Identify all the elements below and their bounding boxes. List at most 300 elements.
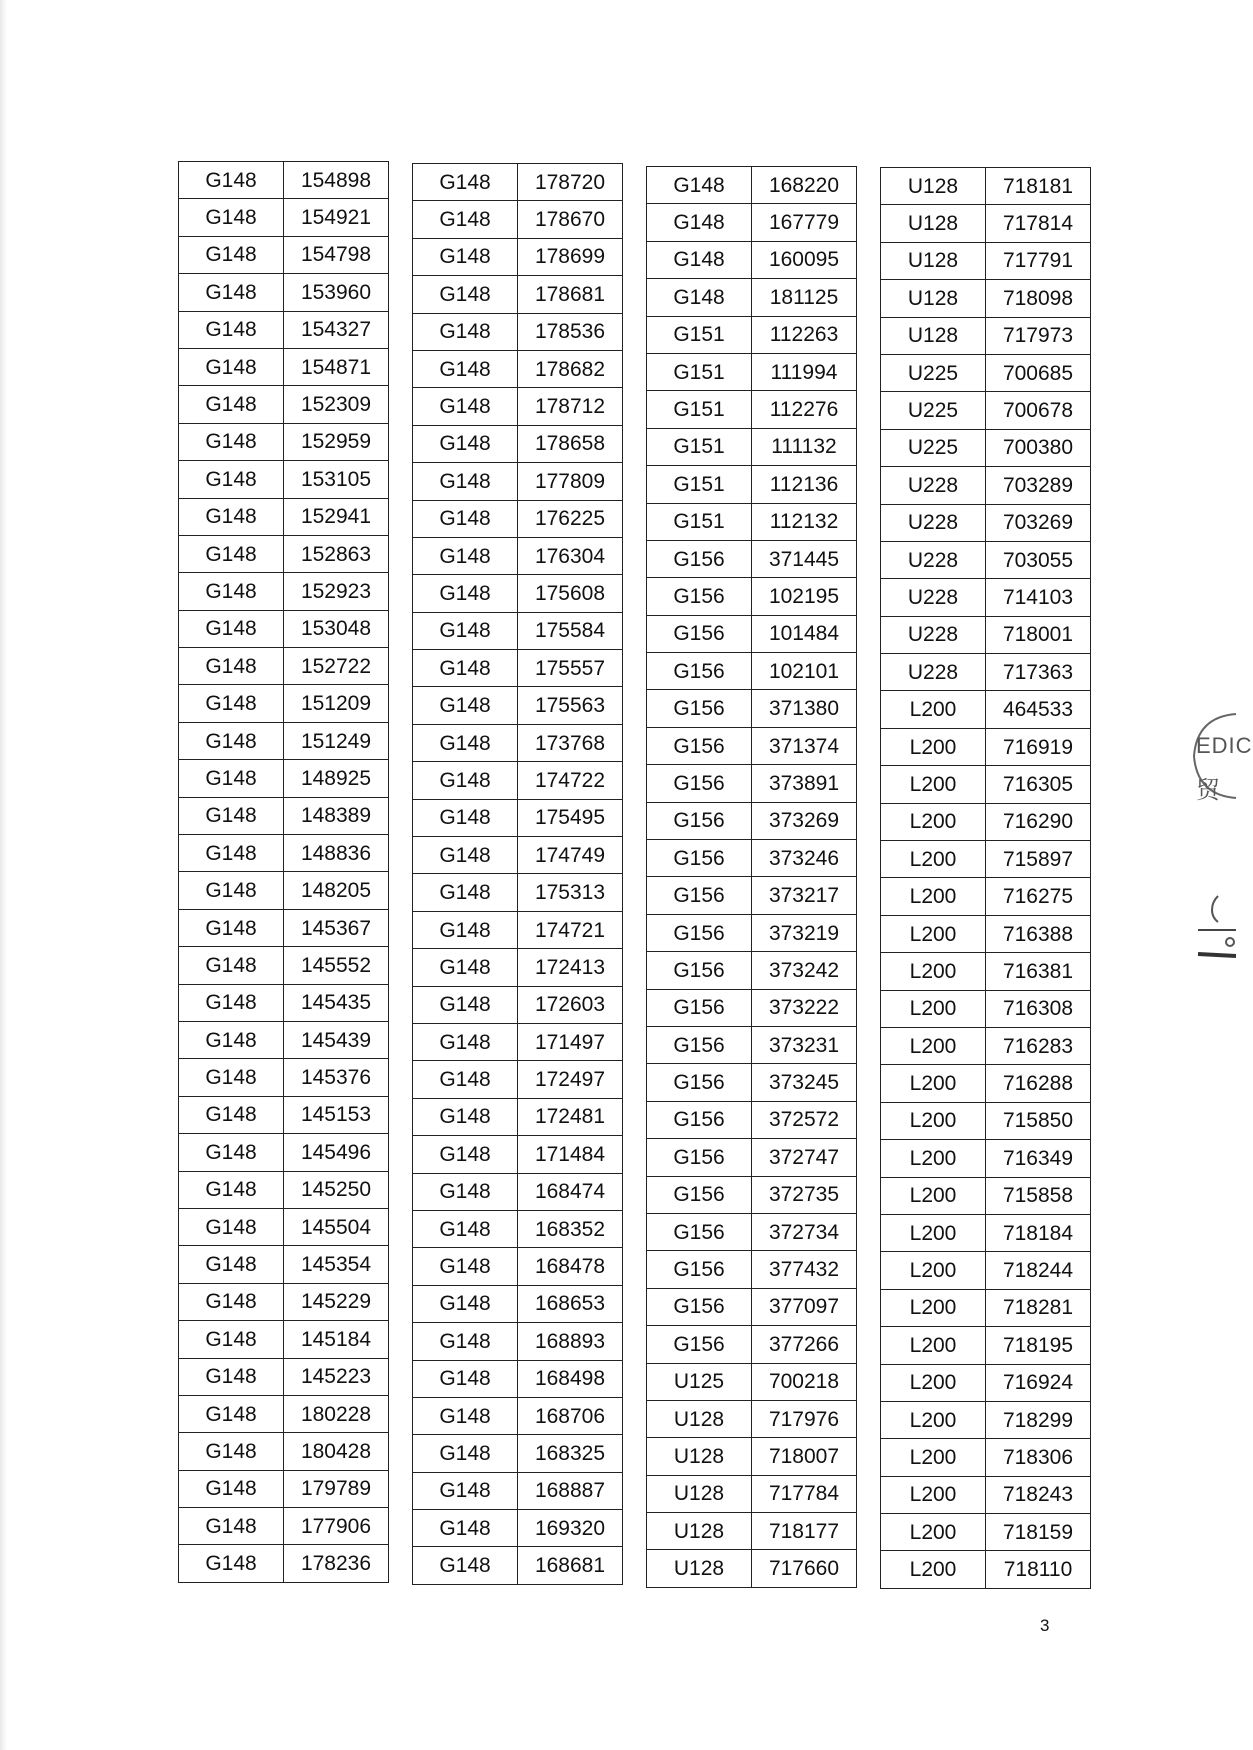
table-row	[179, 1358, 389, 1395]
table-row	[413, 911, 623, 948]
model-code-cell: G148	[413, 1061, 518, 1098]
model-code-cell: G156	[647, 1064, 752, 1101]
serial-number-cell: 168653	[518, 1285, 623, 1322]
model-code-cell: G156	[647, 1326, 752, 1363]
model-code-cell: U228	[881, 467, 986, 504]
serial-number-cell: 153960	[284, 274, 389, 311]
serial-number-cell: 373245	[752, 1064, 857, 1101]
table-row	[413, 1472, 623, 1509]
table-row	[881, 579, 1091, 616]
model-code-cell: G156	[647, 840, 752, 877]
serial-number-cell: 178681	[518, 276, 623, 313]
model-code-cell: G148	[647, 167, 752, 204]
model-code-cell: U228	[881, 579, 986, 616]
serial-number-cell: 716308	[986, 990, 1091, 1027]
serial-table	[178, 161, 389, 1583]
model-code-cell: G148	[413, 837, 518, 874]
serial-number-cell: 111132	[752, 428, 857, 465]
table-row	[179, 760, 389, 797]
table-row	[179, 236, 389, 273]
table-row	[413, 425, 623, 462]
table-row	[881, 354, 1091, 391]
serial-number-cell: 373219	[752, 914, 857, 951]
model-code-cell: G148	[179, 199, 284, 236]
serial-number-cell: 700218	[752, 1363, 857, 1400]
serial-number-cell: 178720	[518, 164, 623, 201]
model-code-cell: G148	[413, 1210, 518, 1247]
model-code-cell: L200	[881, 1401, 986, 1438]
table-row	[881, 1327, 1091, 1364]
serial-number-cell: 718195	[986, 1327, 1091, 1364]
model-code-cell: G148	[413, 724, 518, 761]
serial-number-cell: 168887	[518, 1472, 623, 1509]
table-row	[179, 1508, 389, 1545]
serial-number-cell: 718007	[752, 1438, 857, 1475]
model-code-cell: G148	[179, 1208, 284, 1245]
table-row	[413, 724, 623, 761]
model-code-cell: G148	[413, 1547, 518, 1584]
model-code-cell: G148	[179, 1171, 284, 1208]
model-code-cell: G148	[179, 685, 284, 722]
model-code-cell: G156	[647, 727, 752, 764]
serial-number-cell: 716919	[986, 728, 1091, 765]
model-code-cell: U128	[881, 317, 986, 354]
serial-number-cell: 177809	[518, 463, 623, 500]
page-edge-shadow	[0, 0, 7, 1750]
serial-number-cell: 178712	[518, 388, 623, 425]
model-code-cell: G148	[413, 238, 518, 275]
model-code-cell: G156	[647, 802, 752, 839]
model-code-cell: U125	[647, 1363, 752, 1400]
serial-number-cell: 371374	[752, 727, 857, 764]
model-code-cell: G148	[413, 388, 518, 425]
table-row	[881, 1027, 1091, 1064]
table-row	[647, 1438, 857, 1475]
table-row	[413, 1173, 623, 1210]
table-row	[647, 391, 857, 428]
model-code-cell: G151	[647, 503, 752, 540]
serial-table-column-2	[412, 163, 622, 1585]
table-row	[179, 797, 389, 834]
model-code-cell: G148	[413, 1472, 518, 1509]
serial-number-cell: 160095	[752, 241, 857, 278]
model-code-cell: G148	[413, 1323, 518, 1360]
serial-table	[880, 167, 1091, 1589]
model-code-cell: G151	[647, 353, 752, 390]
table-row	[413, 1023, 623, 1060]
model-code-cell: G148	[179, 722, 284, 759]
table-row	[881, 1252, 1091, 1289]
serial-number-cell: 102195	[752, 578, 857, 615]
table-row	[413, 463, 623, 500]
serial-number-cell: 372572	[752, 1101, 857, 1138]
model-code-cell: L200	[881, 1476, 986, 1513]
table-row	[647, 1475, 857, 1512]
table-row	[413, 762, 623, 799]
model-code-cell: G148	[179, 498, 284, 535]
serial-number-cell: 718244	[986, 1252, 1091, 1289]
model-code-cell: G156	[647, 690, 752, 727]
table-row	[413, 874, 623, 911]
model-code-cell: G148	[179, 1545, 284, 1582]
model-code-cell: U128	[647, 1400, 752, 1437]
table-row	[179, 573, 389, 610]
model-code-cell: G156	[647, 1251, 752, 1288]
model-code-cell: G148	[179, 835, 284, 872]
serial-number-cell: 102101	[752, 653, 857, 690]
serial-number-cell: 145153	[284, 1096, 389, 1133]
serial-number-cell: 718177	[752, 1513, 857, 1550]
model-code-cell: L200	[881, 691, 986, 728]
table-row	[647, 1251, 857, 1288]
table-row	[647, 952, 857, 989]
serial-number-cell: 169320	[518, 1510, 623, 1547]
model-code-cell: G148	[413, 463, 518, 500]
serial-number-cell: 168498	[518, 1360, 623, 1397]
model-code-cell: U128	[647, 1438, 752, 1475]
model-code-cell: U128	[647, 1550, 752, 1587]
model-code-cell: G148	[179, 386, 284, 423]
serial-number-cell: 152959	[284, 423, 389, 460]
serial-number-cell: 174722	[518, 762, 623, 799]
table-row	[881, 1177, 1091, 1214]
table-row	[881, 1289, 1091, 1326]
serial-number-cell: 717784	[752, 1475, 857, 1512]
model-code-cell: L200	[881, 1289, 986, 1326]
table-row	[179, 1134, 389, 1171]
table-row	[647, 653, 857, 690]
serial-number-cell: 174749	[518, 837, 623, 874]
table-row	[647, 877, 857, 914]
serial-number-cell: 145439	[284, 1021, 389, 1058]
model-code-cell: G148	[179, 1508, 284, 1545]
serial-number-cell: 373222	[752, 989, 857, 1026]
model-code-cell: G148	[179, 797, 284, 834]
model-code-cell: G148	[179, 311, 284, 348]
table-row	[413, 1061, 623, 1098]
model-code-cell: G148	[179, 236, 284, 273]
table-row	[413, 238, 623, 275]
table-row	[881, 953, 1091, 990]
serial-number-cell: 178682	[518, 350, 623, 387]
serial-number-cell: 371445	[752, 540, 857, 577]
table-row	[647, 1101, 857, 1138]
table-row	[413, 388, 623, 425]
table-row	[647, 540, 857, 577]
model-code-cell: U128	[881, 280, 986, 317]
model-code-cell: G148	[413, 1136, 518, 1173]
stamp-text-cn: 贸	[1196, 777, 1220, 804]
table-row	[179, 1395, 389, 1432]
serial-number-cell: 152941	[284, 498, 389, 535]
table-row	[179, 1283, 389, 1320]
serial-number-cell: 178658	[518, 425, 623, 462]
table-row	[647, 1213, 857, 1250]
serial-number-cell: 175608	[518, 575, 623, 612]
table-row	[413, 986, 623, 1023]
model-code-cell: G148	[179, 573, 284, 610]
table-row	[179, 1096, 389, 1133]
serial-number-cell: 703289	[986, 467, 1091, 504]
table-row	[881, 878, 1091, 915]
serial-number-cell: 717976	[752, 1400, 857, 1437]
table-row	[647, 727, 857, 764]
model-code-cell: G148	[413, 874, 518, 911]
table-row	[881, 691, 1091, 728]
table-row	[647, 1363, 857, 1400]
table-row	[413, 1360, 623, 1397]
serial-number-cell: 718098	[986, 280, 1091, 317]
serial-number-cell: 101484	[752, 615, 857, 652]
serial-number-cell: 168893	[518, 1323, 623, 1360]
model-code-cell: G151	[647, 391, 752, 428]
model-code-cell: G148	[413, 164, 518, 201]
serial-number-cell: 175313	[518, 874, 623, 911]
model-code-cell: L200	[881, 1327, 986, 1364]
table-row	[413, 1248, 623, 1285]
model-code-cell: L200	[881, 1065, 986, 1102]
stamp-mark-partial	[1196, 892, 1236, 972]
model-code-cell: G156	[647, 765, 752, 802]
model-code-cell: G148	[413, 687, 518, 724]
serial-number-cell: 717973	[986, 317, 1091, 354]
model-code-cell: L200	[881, 878, 986, 915]
model-code-cell: L200	[881, 1102, 986, 1139]
table-row	[647, 1176, 857, 1213]
serial-number-cell: 700685	[986, 354, 1091, 391]
model-code-cell: G148	[413, 1510, 518, 1547]
model-code-cell: G148	[413, 1023, 518, 1060]
serial-table-column-4	[880, 167, 1090, 1589]
serial-number-cell: 112132	[752, 503, 857, 540]
serial-number-cell: 715858	[986, 1177, 1091, 1214]
serial-number-cell: 148925	[284, 760, 389, 797]
model-code-cell: G151	[647, 466, 752, 503]
model-code-cell: U225	[881, 392, 986, 429]
serial-number-cell: 172497	[518, 1061, 623, 1098]
serial-number-cell: 718181	[986, 168, 1091, 205]
serial-number-cell: 176304	[518, 537, 623, 574]
model-code-cell: G148	[413, 1285, 518, 1322]
table-row	[413, 500, 623, 537]
model-code-cell: G148	[413, 949, 518, 986]
serial-number-cell: 152722	[284, 648, 389, 685]
model-code-cell: G148	[413, 986, 518, 1023]
table-row	[179, 685, 389, 722]
table-row	[179, 162, 389, 199]
model-code-cell: G148	[413, 1435, 518, 1472]
serial-number-cell: 168706	[518, 1397, 623, 1434]
table-row	[413, 837, 623, 874]
model-code-cell: G148	[179, 1246, 284, 1283]
model-code-cell: G148	[647, 204, 752, 241]
table-row	[179, 1321, 389, 1358]
table-row	[881, 1065, 1091, 1102]
table-row	[647, 1326, 857, 1363]
serial-number-cell: 175495	[518, 799, 623, 836]
serial-number-cell: 154871	[284, 348, 389, 385]
table-row	[413, 537, 623, 574]
serial-number-cell: 171497	[518, 1023, 623, 1060]
model-code-cell: G148	[413, 1248, 518, 1285]
serial-number-cell: 373242	[752, 952, 857, 989]
serial-number-cell: 371380	[752, 690, 857, 727]
serial-number-cell: 152923	[284, 573, 389, 610]
serial-number-cell: 151249	[284, 722, 389, 759]
model-code-cell: G156	[647, 914, 752, 951]
serial-number-cell: 178236	[284, 1545, 389, 1582]
serial-number-cell: 716290	[986, 803, 1091, 840]
table-row	[179, 1433, 389, 1470]
serial-number-cell: 377432	[752, 1251, 857, 1288]
table-row	[179, 1470, 389, 1507]
serial-number-cell: 112276	[752, 391, 857, 428]
serial-number-cell: 180428	[284, 1433, 389, 1470]
table-row	[881, 504, 1091, 541]
serial-number-cell: 179789	[284, 1470, 389, 1507]
serial-number-cell: 377097	[752, 1288, 857, 1325]
table-row	[647, 1550, 857, 1587]
serial-number-cell: 112263	[752, 316, 857, 353]
table-row	[179, 1246, 389, 1283]
table-row	[881, 1514, 1091, 1551]
table-row	[881, 1476, 1091, 1513]
serial-number-cell: 153105	[284, 461, 389, 498]
serial-number-cell: 172481	[518, 1098, 623, 1135]
table-row	[413, 1210, 623, 1247]
model-code-cell: U228	[881, 541, 986, 578]
model-code-cell: L200	[881, 803, 986, 840]
model-code-cell: L200	[881, 1027, 986, 1064]
serial-number-cell: 145250	[284, 1171, 389, 1208]
model-code-cell: G148	[179, 909, 284, 946]
table-row	[647, 989, 857, 1026]
serial-number-cell: 145552	[284, 947, 389, 984]
serial-number-cell: 178536	[518, 313, 623, 350]
model-code-cell: G148	[647, 279, 752, 316]
serial-number-cell: 718299	[986, 1401, 1091, 1438]
serial-number-cell: 703055	[986, 541, 1091, 578]
serial-number-cell: 373269	[752, 802, 857, 839]
table-row	[179, 423, 389, 460]
serial-number-cell: 716283	[986, 1027, 1091, 1064]
model-code-cell: U228	[881, 616, 986, 653]
table-row	[179, 461, 389, 498]
serial-number-cell: 716924	[986, 1364, 1091, 1401]
model-code-cell: G148	[413, 425, 518, 462]
serial-number-cell: 145435	[284, 984, 389, 1021]
table-row	[647, 615, 857, 652]
serial-number-cell: 181125	[752, 279, 857, 316]
serial-number-cell: 173768	[518, 724, 623, 761]
serial-number-cell: 718184	[986, 1214, 1091, 1251]
model-code-cell: G148	[413, 1098, 518, 1135]
table-row	[179, 274, 389, 311]
serial-number-cell: 716388	[986, 915, 1091, 952]
model-code-cell: G148	[179, 162, 284, 199]
model-code-cell: G148	[413, 1397, 518, 1434]
table-row	[647, 840, 857, 877]
serial-number-cell: 145229	[284, 1283, 389, 1320]
model-code-cell: L200	[881, 990, 986, 1027]
table-row	[179, 199, 389, 236]
serial-number-cell: 175557	[518, 650, 623, 687]
model-code-cell: G148	[179, 1358, 284, 1395]
serial-number-cell: 372747	[752, 1139, 857, 1176]
serial-number-cell: 716288	[986, 1065, 1091, 1102]
serial-number-cell: 152309	[284, 386, 389, 423]
serial-number-cell: 714103	[986, 579, 1091, 616]
serial-number-cell: 180228	[284, 1395, 389, 1432]
table-row	[413, 201, 623, 238]
table-row	[647, 578, 857, 615]
table-row	[179, 1171, 389, 1208]
serial-number-cell: 174721	[518, 911, 623, 948]
model-code-cell: L200	[881, 728, 986, 765]
model-code-cell: L200	[881, 1439, 986, 1476]
model-code-cell: G156	[647, 540, 752, 577]
serial-number-cell: 153048	[284, 610, 389, 647]
stamp-text-top: EDIC	[1196, 733, 1253, 758]
model-code-cell: G156	[647, 615, 752, 652]
table-row	[179, 947, 389, 984]
model-code-cell: G148	[179, 947, 284, 984]
serial-number-cell: 700380	[986, 429, 1091, 466]
table-row	[881, 766, 1091, 803]
serial-number-cell: 717363	[986, 654, 1091, 691]
serial-number-cell: 372734	[752, 1213, 857, 1250]
table-row	[881, 392, 1091, 429]
model-code-cell: G156	[647, 1026, 752, 1063]
table-row	[413, 650, 623, 687]
table-row	[881, 467, 1091, 504]
model-code-cell: L200	[881, 1177, 986, 1214]
model-code-cell: G148	[179, 648, 284, 685]
model-code-cell: G148	[413, 313, 518, 350]
serial-number-cell: 716275	[986, 878, 1091, 915]
table-row	[179, 835, 389, 872]
table-row	[647, 167, 857, 204]
serial-number-cell: 148205	[284, 872, 389, 909]
table-row	[647, 1400, 857, 1437]
serial-number-cell: 716305	[986, 766, 1091, 803]
serial-number-cell: 717791	[986, 242, 1091, 279]
serial-number-cell: 148836	[284, 835, 389, 872]
serial-number-cell: 718110	[986, 1551, 1091, 1588]
table-row	[647, 802, 857, 839]
table-row	[647, 690, 857, 727]
serial-number-cell: 718001	[986, 616, 1091, 653]
model-code-cell: G156	[647, 1139, 752, 1176]
table-row	[647, 466, 857, 503]
serial-number-cell: 168220	[752, 167, 857, 204]
serial-number-cell: 716381	[986, 953, 1091, 990]
table-row	[413, 1285, 623, 1322]
model-code-cell: G148	[179, 872, 284, 909]
serial-number-cell: 112136	[752, 466, 857, 503]
serial-number-cell: 373246	[752, 840, 857, 877]
model-code-cell: G148	[413, 1173, 518, 1210]
model-code-cell: G148	[179, 984, 284, 1021]
model-code-cell: G148	[413, 500, 518, 537]
table-row	[647, 765, 857, 802]
table-row	[413, 313, 623, 350]
serial-number-cell: 372735	[752, 1176, 857, 1213]
table-row	[179, 498, 389, 535]
table-row	[881, 429, 1091, 466]
serial-number-cell: 168325	[518, 1435, 623, 1472]
serial-number-cell: 172603	[518, 986, 623, 1023]
